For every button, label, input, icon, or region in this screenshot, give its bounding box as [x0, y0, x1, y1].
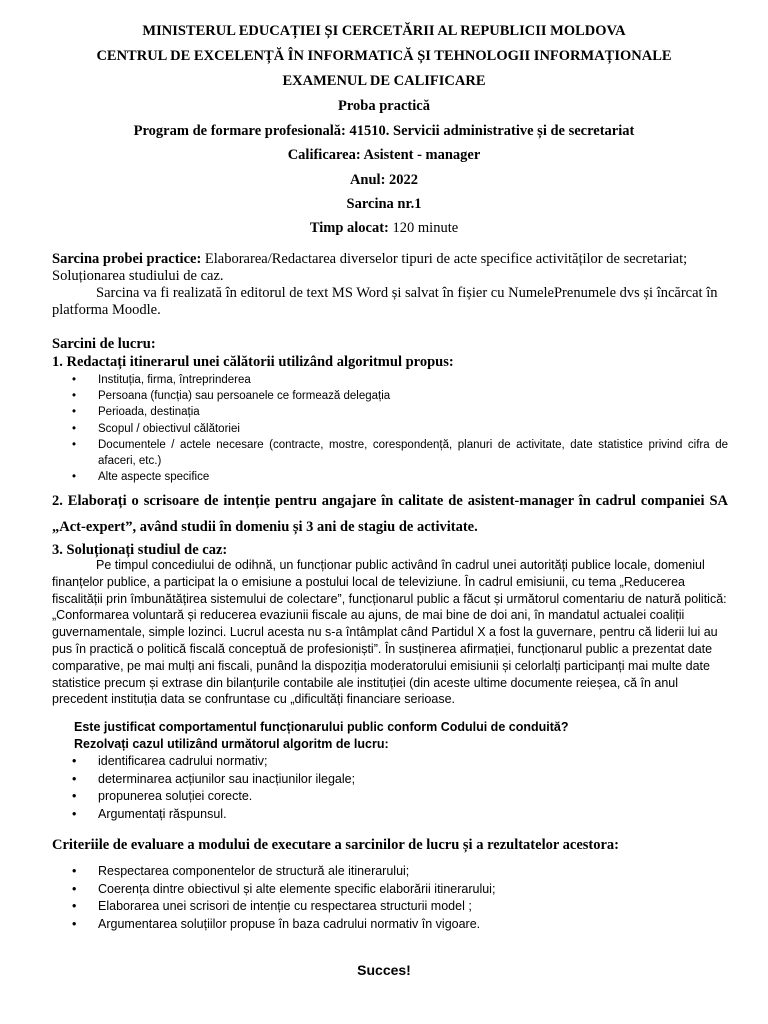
list-item: • Argumentarea soluțiilor propuse în baza cadrului normativ în vigoare.	[52, 916, 728, 934]
list-item: • Documentele / actele necesare (contracte, mostre, corespondență, planuri de activitate, date statistice privind cifra de afaceri, etc.)	[72, 438, 728, 468]
bullet-icon: •	[72, 789, 77, 803]
intro-paragraph	[52, 251, 728, 285]
ministry-heading: MINISTERUL EDUCAȚIEI ȘI CERCETĂRII AL REPUBLICII MOLDOVA	[142, 23, 626, 39]
case-algorithm-title: Rezolvați cazul utilizând următorul algoritm de lucru:	[74, 737, 389, 751]
criteria-list	[52, 863, 728, 933]
year-heading: Anul: 2022	[349, 172, 419, 188]
closing-text: Succes!	[357, 962, 411, 978]
case-algorithm-list	[52, 753, 728, 823]
exam-heading: EXAMENUL DE CALIFICARE	[282, 73, 486, 89]
calificarea-heading: Calificarea: Asistent - manager	[287, 147, 481, 163]
time-value: 120 minute	[388, 220, 459, 236]
bullet-icon: •	[72, 916, 77, 931]
task3-title: 3. Soluționați studiul de caz:	[52, 542, 228, 558]
list-item: • determinarea acțiunilor sau inacțiunilor ilegale;	[52, 771, 728, 789]
time-allocated-heading	[0, 219, 768, 237]
list-item: • propunerea soluției corecte.	[52, 788, 728, 806]
tasks-title: Sarcini de lucru:	[52, 336, 156, 352]
bullet-icon: •	[72, 881, 77, 896]
bullet-icon: •	[72, 754, 77, 768]
criteria-title: Criteriile de evaluare a modului de executare a sarcinilor de lucru și a rezultatelor acestora:	[52, 837, 620, 853]
case-question: Este justificat comportamentul funcționarului public conform Codului de conduită?	[74, 720, 569, 734]
program-heading: Program de formare profesională: 41510. Servicii administrative și de secretariat	[133, 123, 635, 139]
bullet-icon: •	[72, 864, 77, 878]
task1-title: 1. Redactați itinerarul unei călătorii utilizând algoritmul propus:	[52, 354, 454, 370]
bullet-icon: •	[72, 806, 77, 821]
proba-heading: Proba practică	[338, 98, 430, 114]
list-item: • Persoana (funcția) sau persoanele ce formează delegația	[52, 388, 728, 404]
intro-text: Elaborarea/Redactarea diverselor tipuri de acte specifice activităților de secretariat; Soluționarea studiului de caz.	[52, 251, 688, 284]
bullet-icon: •	[72, 438, 77, 451]
list-item: • Respectarea componentelor de structură ale itinerarului;	[52, 863, 728, 881]
list-item: • Argumentați răspunsul.	[52, 806, 728, 824]
list-item: • Scopul / obiectivul călătoriei	[52, 421, 728, 437]
intro-label: Sarcina probei practice:	[52, 251, 202, 267]
time-label: Timp alocat:	[309, 220, 389, 236]
list-item: • Instituția, firma, întreprinderea	[52, 372, 728, 388]
bullet-icon: •	[72, 374, 77, 386]
bullet-icon: •	[72, 390, 77, 403]
bullet-icon: •	[72, 406, 77, 419]
list-item: • Alte aspecte specifice	[52, 469, 728, 485]
task-number-heading: Sarcina nr.1	[346, 196, 422, 212]
center-heading: CENTRUL DE EXCELENȚĂ ÎN INFORMATICĂ ȘI TEHNOLOGII INFORMAȚIONALE	[96, 48, 672, 64]
bullet-icon: •	[72, 422, 77, 435]
list-item: • Elaborarea unei scrisori de intenție cu respectarea structurii model ;	[52, 898, 728, 916]
list-item: • Perioada, destinația	[52, 404, 728, 420]
task1-list	[52, 372, 728, 485]
list-item: • Coerența dintre obiectivul și alte elemente specific elaborării itinerarului;	[52, 881, 728, 899]
list-item: • identificarea cadrului normativ;	[52, 753, 728, 771]
intro-note: Sarcina va fi realizată în editorul de text MS Word și salvat în fișier cu NumelePrenumele dvs și încărcat în platforma Moodle.	[52, 285, 718, 318]
bullet-icon: •	[72, 899, 77, 913]
task2-title: 2. Elaborați o scrisoare de intenție pentru angajare în calitate de asistent-manager în cadrul companiei SA „Act-expert”, având studii în domeniu și 3 ani de stagiu de activitate.	[52, 493, 728, 535]
bullet-icon: •	[72, 471, 77, 484]
bullet-icon: •	[72, 771, 77, 786]
case-study-text: Pe timpul concediului de odihnă, un funcționar public activând în cadrul unei autorități publice locale, domeniul finanțelor publice, a participat la o emisiune a postului local de televiziune. În cadrul emisiunii, cu tema „Reducerea fiscalității prin îmbunătățirea sistemului de colectare”, funcționarul public a făcut și următorul comentariu de natură politică: „Conformarea voluntară și reducerea evaziunii fiscale au ajuns, de mai bine de doi ani, în mandatul actualei coaliții guvernamentale, simple lozinci. Lucrul acesta nu s-a întâmplat când Partidul X a fost la guvernare, pentru că liderii lui au pus în practică o politică fiscală conceptuă de profesioniști”. În susținerea afirmației, funcționarul public a prezentat date comparative, pe mai mulți ani fiscali, punând la dispoziția moderatorului emisiunii și celorlalți participanți mai multe date statistice precum și extrase din bilanțurile contabile ale instituției (din aceste ultime documente reieșea, că în anul precedent instituția data se confruntase cu „dificultăți financiare serioase.	[52, 558, 727, 707]
